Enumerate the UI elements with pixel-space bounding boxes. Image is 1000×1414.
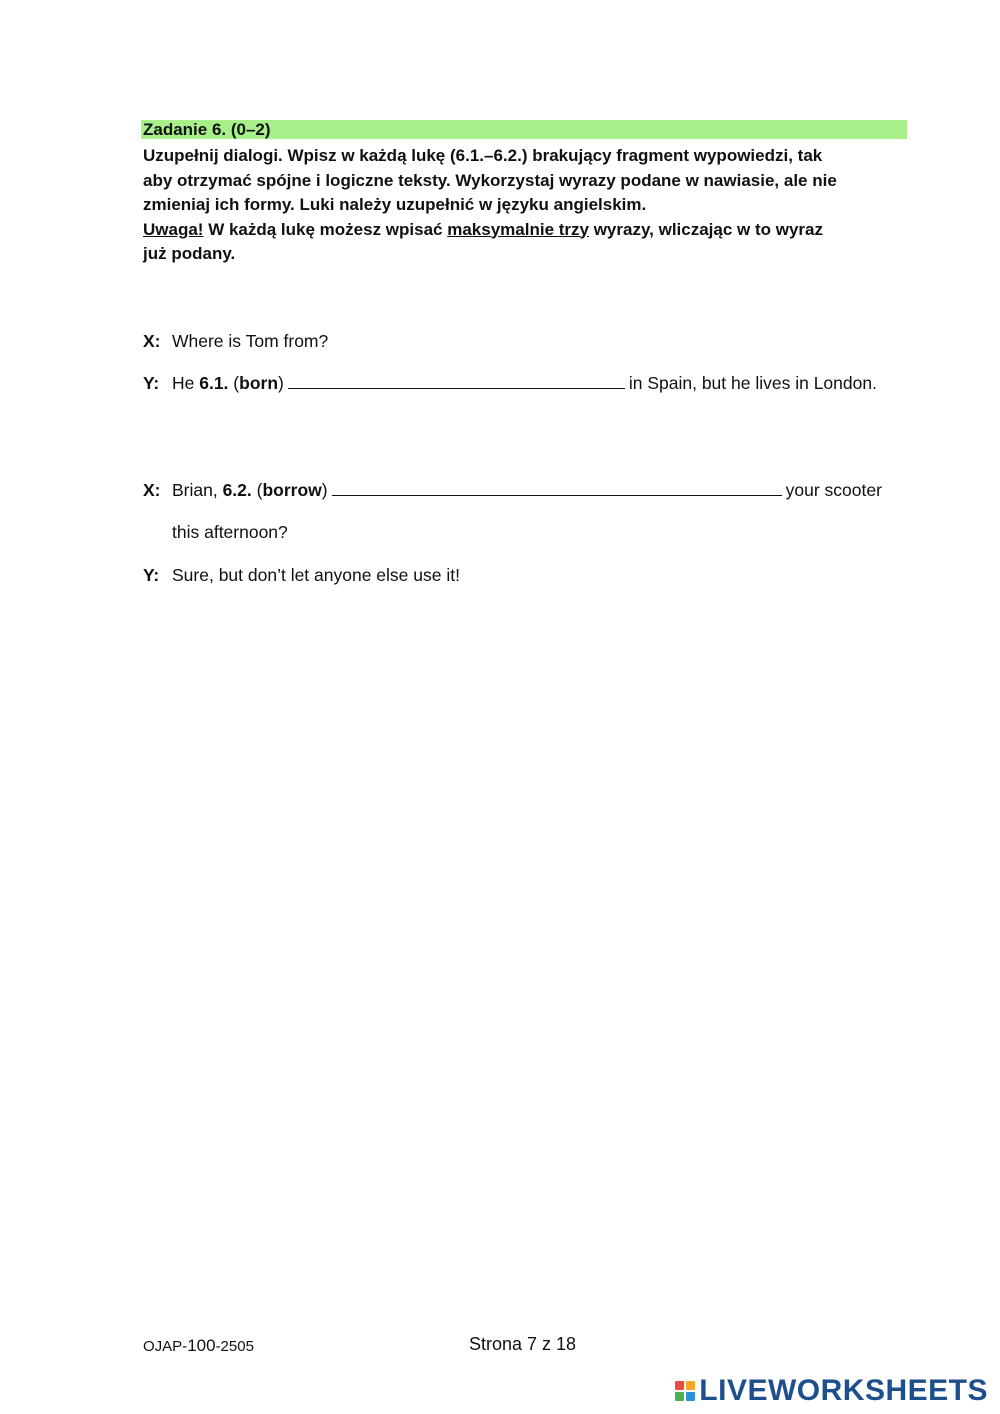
dialogue-2-x-line: [143, 479, 882, 501]
note-label: Uwaga!: [143, 219, 204, 239]
dialogue-text: your scooter: [785, 480, 882, 500]
dialogue-text: in Spain, but he lives in London.: [628, 373, 877, 393]
speaker-label: X:: [143, 480, 161, 500]
given-word: born: [239, 373, 279, 393]
instruction-note: [143, 218, 913, 243]
given-word: borrow: [262, 480, 322, 500]
dialogue-2-y-line: [143, 564, 460, 586]
dialogue-1-y-line: [143, 372, 877, 394]
dialogue-2-x-continuation: this afternoon?: [172, 522, 288, 542]
code-prefix: OJAP-: [143, 1338, 188, 1355]
brand-name: LIVEWORKSHEETS: [699, 1374, 988, 1407]
dialogue-text: Sure, but don’t let anyone else use it!: [172, 565, 460, 585]
gap-number: 6.2.: [222, 480, 252, 500]
dialogue-text: Brian,: [172, 480, 223, 500]
dialogue-text: He: [172, 373, 200, 393]
dialogue-text: Where is Tom from?: [172, 331, 329, 351]
note-text-end: wyrazy, wliczając w to wyraz: [588, 219, 823, 239]
gap-number: 6.1.: [199, 373, 229, 393]
instruction-line: zmieniaj ich formy. Luki należy uzupełnić w języku angielskim.: [143, 195, 647, 214]
task-title: Zadanie 6. (0–2): [141, 120, 907, 139]
code-main: 100: [187, 1336, 216, 1355]
note-emphasis: maksymalnie trzy: [447, 219, 589, 239]
gap-input-6-1[interactable]: [288, 372, 625, 389]
bracket-open: (: [251, 480, 263, 500]
bracket-close: ): [278, 373, 284, 393]
bracket-close: ): [321, 480, 328, 500]
page-number: Strona 7 z 18: [469, 1334, 577, 1354]
liveworksheets-brand[interactable]: [675, 1374, 988, 1408]
code-suffix: -2505: [215, 1338, 254, 1355]
logo-square: [675, 1392, 684, 1401]
instruction-note-last: już podany.: [143, 244, 236, 263]
gap-input-6-2[interactable]: [332, 479, 782, 496]
instruction-line: aby otrzymać spójne i logiczne teksty. Wykorzystaj wyrazy podane w nawiasie, ale nie: [143, 170, 837, 190]
speaker-label: Y:: [143, 565, 160, 585]
task-instructions: [143, 144, 913, 267]
speaker-label: Y:: [143, 373, 160, 393]
note-text: W każdą lukę możesz wpisać: [203, 219, 448, 239]
logo-square: [686, 1381, 695, 1390]
bracket-open: (: [228, 373, 240, 393]
logo-square: [686, 1392, 695, 1401]
dialogue-1-x-line: [143, 330, 328, 352]
speaker-label: X:: [143, 331, 161, 351]
instruction-line: Uzupełnij dialogi. Wpisz w każdą lukę (6.1.–6.2.) brakujący fragment wypowiedzi, tak: [143, 146, 823, 165]
logo-square: [675, 1381, 684, 1390]
liveworksheets-logo-icon: [675, 1381, 695, 1401]
exam-code: [143, 1336, 254, 1356]
